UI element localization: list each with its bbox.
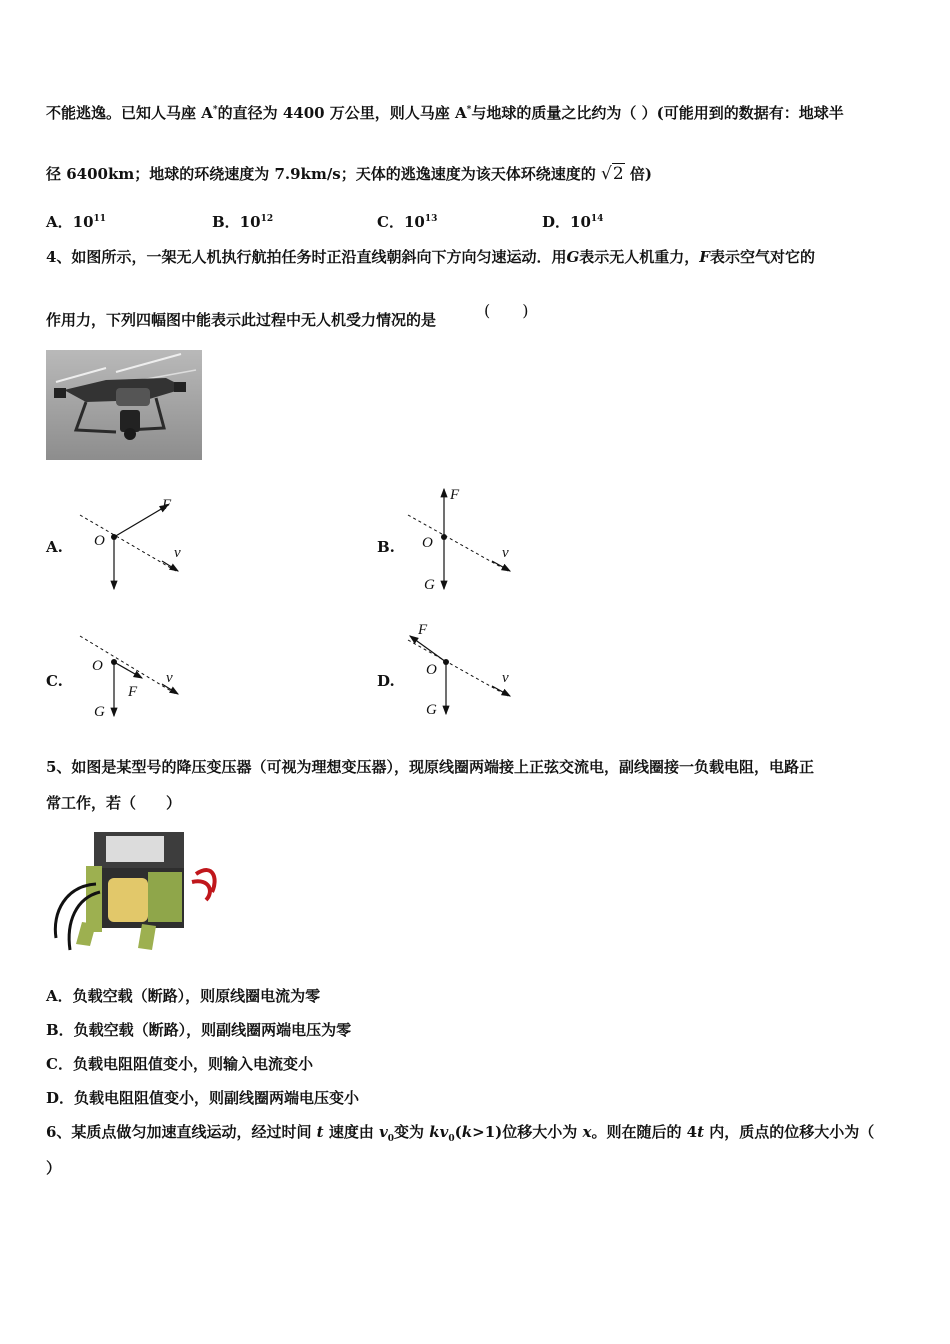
q4-option-d: D. xyxy=(377,672,395,690)
sqrt-symbol: √2 xyxy=(600,164,624,184)
velocity-v-label: v xyxy=(166,670,173,686)
q4-line-1: 4、如图所示，一架无人机执行航拍任务时正沿直线朝斜向下方向匀速运动．用G表示无人机重力，F表示空气对它的 xyxy=(46,248,815,266)
velocity-v-label: v xyxy=(502,670,509,686)
point-o-label: O xyxy=(92,658,103,674)
q6-line-1: 6、某质点做匀加速直线运动，经过时间 t 速度由 $v_0$变为 $kv_0(k>1)$位移大小为 x。则在随后的 4t 内，质点的位移大小为（ xyxy=(46,1123,875,1144)
velocity-v-label: v xyxy=(502,545,509,561)
point-o-label: O xyxy=(426,662,437,678)
q3-option-d: D．$10^{14}$ xyxy=(542,213,604,231)
answer-blank: ( ) xyxy=(484,301,529,320)
q4-option-c: C. xyxy=(46,672,63,690)
diagram-c xyxy=(72,630,192,725)
q5-option-d: D．负载电阻阻值变小，则副线圈两端电压变小 xyxy=(46,1089,360,1107)
q5-option-a: A．负载空载（断路），则原线圈电流为零 xyxy=(46,987,321,1005)
q5-option-b: B．负载空载（断路），则副线圈两端电压为零 xyxy=(46,1021,352,1039)
gravity-g-label: G xyxy=(426,702,437,718)
q6-line-2: ） xyxy=(46,1159,62,1177)
q4-option-a: A. xyxy=(46,538,63,556)
transformer-photo xyxy=(46,822,222,958)
q5-line-1: 5、如图是某型号的降压变压器（可视为理想变压器），现原线圈两端接上正弦交流电，副线圈接一负载电阻，电路正 xyxy=(46,758,814,776)
q3-option-a: A．$10^{11}$ xyxy=(46,213,107,231)
q5-option-c: C．负载电阻阻值变小，则输入电流变小 xyxy=(46,1055,313,1073)
q3-line-1: 不能逃逸。已知人马座 A*的直径为 4400 万公里，则人马座 A*与地球的质量之比约为（ ）(可能用到的数据有：地球半 xyxy=(46,104,844,122)
point-o-label: O xyxy=(94,533,105,549)
q3-line-2: 径 6400km；地球的环绕速度为 7.9km/s；天体的逃逸速度为该天体环绕速度的 √2 倍) xyxy=(46,164,652,184)
q3-option-b: B．$10^{12}$ xyxy=(212,213,274,231)
force-f-label: F xyxy=(128,684,138,700)
gravity-g-label: G xyxy=(94,704,105,720)
force-f-label: F xyxy=(162,497,172,513)
velocity-v-label: v xyxy=(174,545,181,561)
gravity-g-label: G xyxy=(424,577,435,593)
force-f-label: F xyxy=(450,487,460,503)
q4-option-b: B. xyxy=(377,538,395,556)
point-o-label: O xyxy=(422,535,433,551)
diagram-b xyxy=(402,485,522,595)
force-f-label: F xyxy=(418,622,428,638)
diagram-a xyxy=(72,495,192,595)
drone-photo xyxy=(46,350,202,460)
q3-option-c: C．$10^{13}$ xyxy=(377,213,438,231)
diagram-d xyxy=(402,620,522,725)
q5-line-2: 常工作，若（ ） xyxy=(46,794,182,812)
q4-line-2: 作用力，下列四幅图中能表示此过程中无人机受力情况的是 xyxy=(46,311,437,329)
